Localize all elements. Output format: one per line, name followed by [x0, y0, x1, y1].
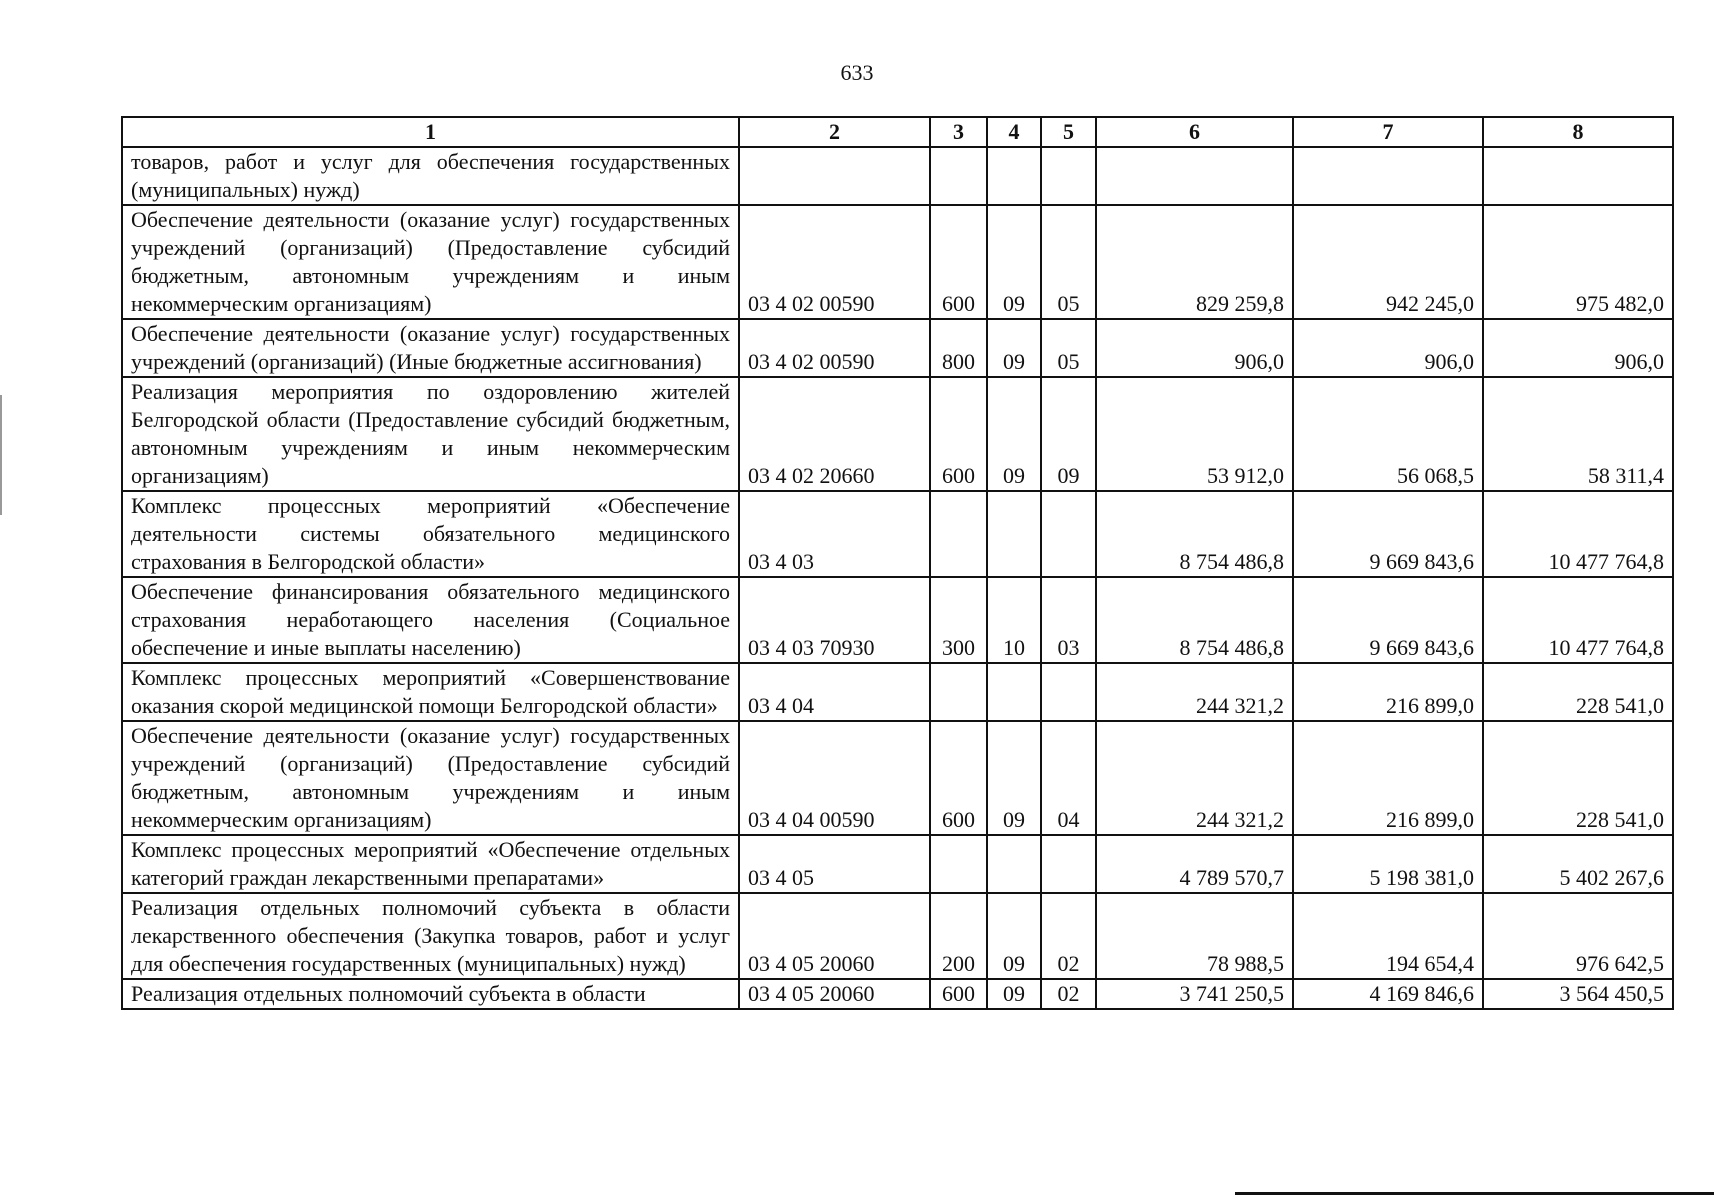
budget-table: [121, 116, 1674, 1010]
bottom-rule: [1235, 1192, 1714, 1195]
row-col3: 600: [930, 377, 987, 491]
row-name: Реализация отдельных полномочий субъекта в области: [122, 979, 739, 1009]
row-name: Реализация отдельных полномочий субъекта в области лекарственного обеспечения (Закупка товаров, работ и услуг для обеспечения государственных (муниципальных) нужд): [122, 893, 739, 979]
row-value-8: [1483, 147, 1673, 205]
row-code: 03 4 05 20060: [739, 979, 930, 1009]
row-value-7: 216 899,0: [1293, 663, 1483, 721]
row-col4: 09: [987, 319, 1041, 377]
row-value-7: 5 198 381,0: [1293, 835, 1483, 893]
table-row: [122, 319, 1673, 377]
row-code: 03 4 03: [739, 491, 930, 577]
row-code: 03 4 02 20660: [739, 377, 930, 491]
row-value-8: 3 564 450,5: [1483, 979, 1673, 1009]
row-code: [739, 147, 930, 205]
row-value-6: 78 988,5: [1096, 893, 1293, 979]
row-col3: 600: [930, 979, 987, 1009]
row-col3: [930, 835, 987, 893]
row-value-8: 976 642,5: [1483, 893, 1673, 979]
row-value-8: 228 541,0: [1483, 663, 1673, 721]
row-value-6: 244 321,2: [1096, 721, 1293, 835]
row-col5: [1041, 835, 1096, 893]
row-name: Обеспечение деятельности (оказание услуг) государственных учреждений (организаций) (Иные бюджетные ассигнования): [122, 319, 739, 377]
row-value-8: 10 477 764,8: [1483, 577, 1673, 663]
row-col4: [987, 491, 1041, 577]
row-col3: 200: [930, 893, 987, 979]
scan-edge-mark: [0, 395, 2, 515]
row-col4: 09: [987, 721, 1041, 835]
table-row: [122, 147, 1673, 205]
row-value-6: 53 912,0: [1096, 377, 1293, 491]
table-row: [122, 835, 1673, 893]
row-name: Обеспечение деятельности (оказание услуг) государственных учреждений (организаций) (Предоставление субсидий бюджетным, автономным учреждениям и иным некоммерческим организациям): [122, 205, 739, 319]
row-value-6: 4 789 570,7: [1096, 835, 1293, 893]
row-col5: [1041, 491, 1096, 577]
table-row: [122, 979, 1673, 1009]
row-col5: [1041, 147, 1096, 205]
row-value-8: 906,0: [1483, 319, 1673, 377]
row-col4: 09: [987, 979, 1041, 1009]
col-header-1: 1: [122, 117, 739, 147]
row-value-7: 194 654,4: [1293, 893, 1483, 979]
col-header-2: 2: [739, 117, 930, 147]
row-col3: 300: [930, 577, 987, 663]
table-row: [122, 205, 1673, 319]
row-col4: 09: [987, 377, 1041, 491]
row-code: 03 4 05 20060: [739, 893, 930, 979]
row-value-8: 10 477 764,8: [1483, 491, 1673, 577]
row-name: Обеспечение деятельности (оказание услуг) государственных учреждений (организаций) (Предоставление субсидий бюджетным, автономным учреждениям и иным некоммерческим организациям): [122, 721, 739, 835]
row-value-8: 975 482,0: [1483, 205, 1673, 319]
row-code: 03 4 03 70930: [739, 577, 930, 663]
row-col5: 05: [1041, 319, 1096, 377]
table-row: [122, 377, 1673, 491]
col-header-4: 4: [987, 117, 1041, 147]
row-name: товаров, работ и услуг для обеспечения государственных (муниципальных) нужд): [122, 147, 739, 205]
row-col3: [930, 663, 987, 721]
row-col5: 09: [1041, 377, 1096, 491]
table-row: [122, 577, 1673, 663]
col-header-7: 7: [1293, 117, 1483, 147]
row-value-7: 942 245,0: [1293, 205, 1483, 319]
col-header-5: 5: [1041, 117, 1096, 147]
row-code: 03 4 02 00590: [739, 205, 930, 319]
table-row: [122, 491, 1673, 577]
row-value-6: 8 754 486,8: [1096, 577, 1293, 663]
row-col3: 600: [930, 721, 987, 835]
row-col5: 05: [1041, 205, 1096, 319]
header-row: [122, 117, 1673, 147]
row-value-7: [1293, 147, 1483, 205]
row-col5: 03: [1041, 577, 1096, 663]
row-col5: 02: [1041, 979, 1096, 1009]
row-value-8: 5 402 267,6: [1483, 835, 1673, 893]
row-col4: 10: [987, 577, 1041, 663]
table-row: [122, 721, 1673, 835]
row-name: Комплекс процессных мероприятий «Совершенствование оказания скорой медицинской помощи Белгородской области»: [122, 663, 739, 721]
col-header-3: 3: [930, 117, 987, 147]
row-code: 03 4 04: [739, 663, 930, 721]
row-name: Реализация мероприятия по оздоровлению жителей Белгородской области (Предоставление субсидий бюджетным, автономным учреждениям и иным некоммерческим организациям): [122, 377, 739, 491]
table-row: [122, 663, 1673, 721]
row-value-6: 3 741 250,5: [1096, 979, 1293, 1009]
row-value-7: 4 169 846,6: [1293, 979, 1483, 1009]
row-col4: [987, 663, 1041, 721]
row-name: Комплекс процессных мероприятий «Обеспечение отдельных категорий граждан лекарственными препаратами»: [122, 835, 739, 893]
row-value-6: 829 259,8: [1096, 205, 1293, 319]
col-header-6: 6: [1096, 117, 1293, 147]
row-value-6: 244 321,2: [1096, 663, 1293, 721]
row-col5: [1041, 663, 1096, 721]
row-col3: 600: [930, 205, 987, 319]
row-col3: [930, 147, 987, 205]
row-name: Комплекс процессных мероприятий «Обеспечение деятельности системы обязательного медицинского страхования в Белгородской области»: [122, 491, 739, 577]
row-value-7: 906,0: [1293, 319, 1483, 377]
row-value-7: 9 669 843,6: [1293, 491, 1483, 577]
row-col5: 02: [1041, 893, 1096, 979]
row-code: 03 4 04 00590: [739, 721, 930, 835]
page-number: 633: [840, 60, 874, 85]
row-col5: 04: [1041, 721, 1096, 835]
row-value-7: 9 669 843,6: [1293, 577, 1483, 663]
row-value-6: [1096, 147, 1293, 205]
row-name: Обеспечение финансирования обязательного медицинского страхования неработающего населения (Социальное обеспечение и иные выплаты населению): [122, 577, 739, 663]
row-value-7: 56 068,5: [1293, 377, 1483, 491]
row-col4: [987, 147, 1041, 205]
row-code: 03 4 05: [739, 835, 930, 893]
col-header-8: 8: [1483, 117, 1673, 147]
row-col4: 09: [987, 893, 1041, 979]
row-code: 03 4 02 00590: [739, 319, 930, 377]
row-col3: [930, 491, 987, 577]
row-col4: [987, 835, 1041, 893]
row-value-6: 8 754 486,8: [1096, 491, 1293, 577]
row-value-7: 216 899,0: [1293, 721, 1483, 835]
table-row: [122, 893, 1673, 979]
row-col3: 800: [930, 319, 987, 377]
row-value-8: 228 541,0: [1483, 721, 1673, 835]
row-col4: 09: [987, 205, 1041, 319]
row-value-8: 58 311,4: [1483, 377, 1673, 491]
row-value-6: 906,0: [1096, 319, 1293, 377]
